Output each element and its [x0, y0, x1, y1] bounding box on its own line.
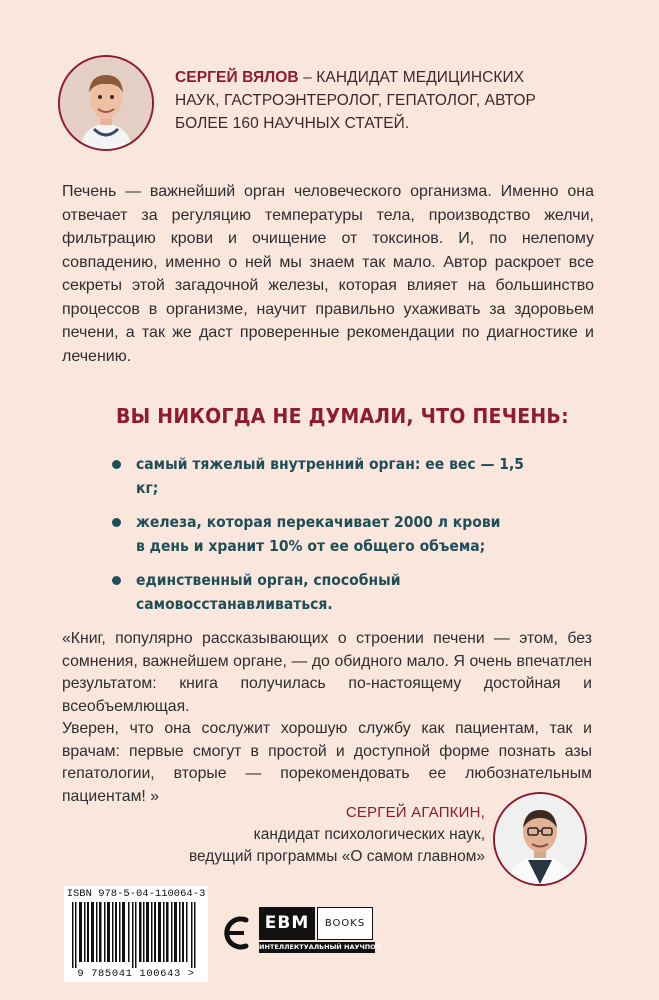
series-logo — [259, 907, 382, 953]
series-logo-books: BOOKS — [317, 907, 373, 940]
facts-heading: ВЫ НИКОГДА НЕ ДУМАЛИ, ЧТО ПЕЧЕНЬ: — [116, 404, 569, 428]
fact-text: самый тяжелый внутренний орган: ее вес — 1,5 кг; — [136, 455, 525, 497]
isbn-text: ISBN 978-5-04-110064-3 — [66, 888, 206, 900]
quote-author-title: кандидат психологических наук, — [253, 826, 485, 843]
quote-paragraph: Уверен, что она сослужит хорошую службу как пациентам, так и врачам: первые смогут в простой и доступной форме познать азы гепатологии, вторые — порекомендовать ее любознательным пациентам! » — [62, 720, 592, 805]
quote-author-name: СЕРГЕЙ АГАПКИН, — [345, 804, 485, 821]
fact-text: единственный орган, способный самовосстанавливаться. — [136, 571, 401, 613]
eksmo-logo-icon — [218, 910, 252, 960]
author-portrait-icon — [60, 57, 152, 149]
book-description: Печень — важнейший орган человеческого организма. Именно она отвечает за регуляцию температуры тела, производство желчи, фильтрацию крови и очищение от токсинов. И, по нелепому совпадению, именно о ней мы знаем так мало. Автор раскроет все секреты этой загадочной железы, которая влияет на большинство процессов в организме, научит правильно ухаживать за здоровьем печени, а так же даст проверенные рекомендации по диагностике и лечению. — [62, 183, 594, 365]
facts-list — [108, 452, 578, 626]
quote-signature — [189, 802, 485, 868]
fact-text: железа, которая перекачивает 2000 л крови в день и хранит 10% от ее общего объема; — [136, 513, 501, 555]
author-bio — [175, 66, 555, 135]
testimonial-quote — [62, 628, 592, 808]
author-bio-text: – КАНДИДАТ МЕДИЦИНСКИХ НАУК, ГАСТРОЭНТЕРОЛОГ, ГЕПАТОЛОГ, АВТОР БОЛЕЕ 160 НАУЧНЫХ СТАТЕЙ. — [175, 69, 536, 132]
fact-item — [108, 568, 578, 616]
bullet-icon — [112, 460, 121, 469]
quote-author-title: ведущий программы «О самом главном» — [188, 848, 485, 865]
bullet-icon — [112, 576, 121, 585]
author-photo — [58, 55, 154, 151]
bullet-icon — [112, 518, 121, 527]
publisher-logo — [218, 910, 252, 960]
fact-item — [108, 510, 578, 558]
author-name: СЕРГЕЙ ВЯЛОВ — [175, 69, 299, 86]
series-logo-main: EBM — [259, 907, 315, 940]
series-logo-subtitle: ИНТЕЛЛЕКТУАЛЬНЫЙ НАУЧПОП — [259, 943, 382, 951]
quote-author-portrait-icon — [495, 794, 585, 884]
quote-author-photo — [493, 792, 587, 886]
barcode — [64, 886, 208, 982]
quote-paragraph: «Книг, популярно рассказывающих о строении печени — этом, без сомнения, важнейшем органе, — до обидного мало. Я очень впечатлен результатом: книга получилась по-настоящему достойная и всеобъемлющая. — [62, 630, 592, 715]
barcode-bars-icon — [72, 902, 200, 968]
barcode-digits: 9 785041 100643 > — [77, 968, 195, 980]
fact-item — [108, 452, 578, 500]
